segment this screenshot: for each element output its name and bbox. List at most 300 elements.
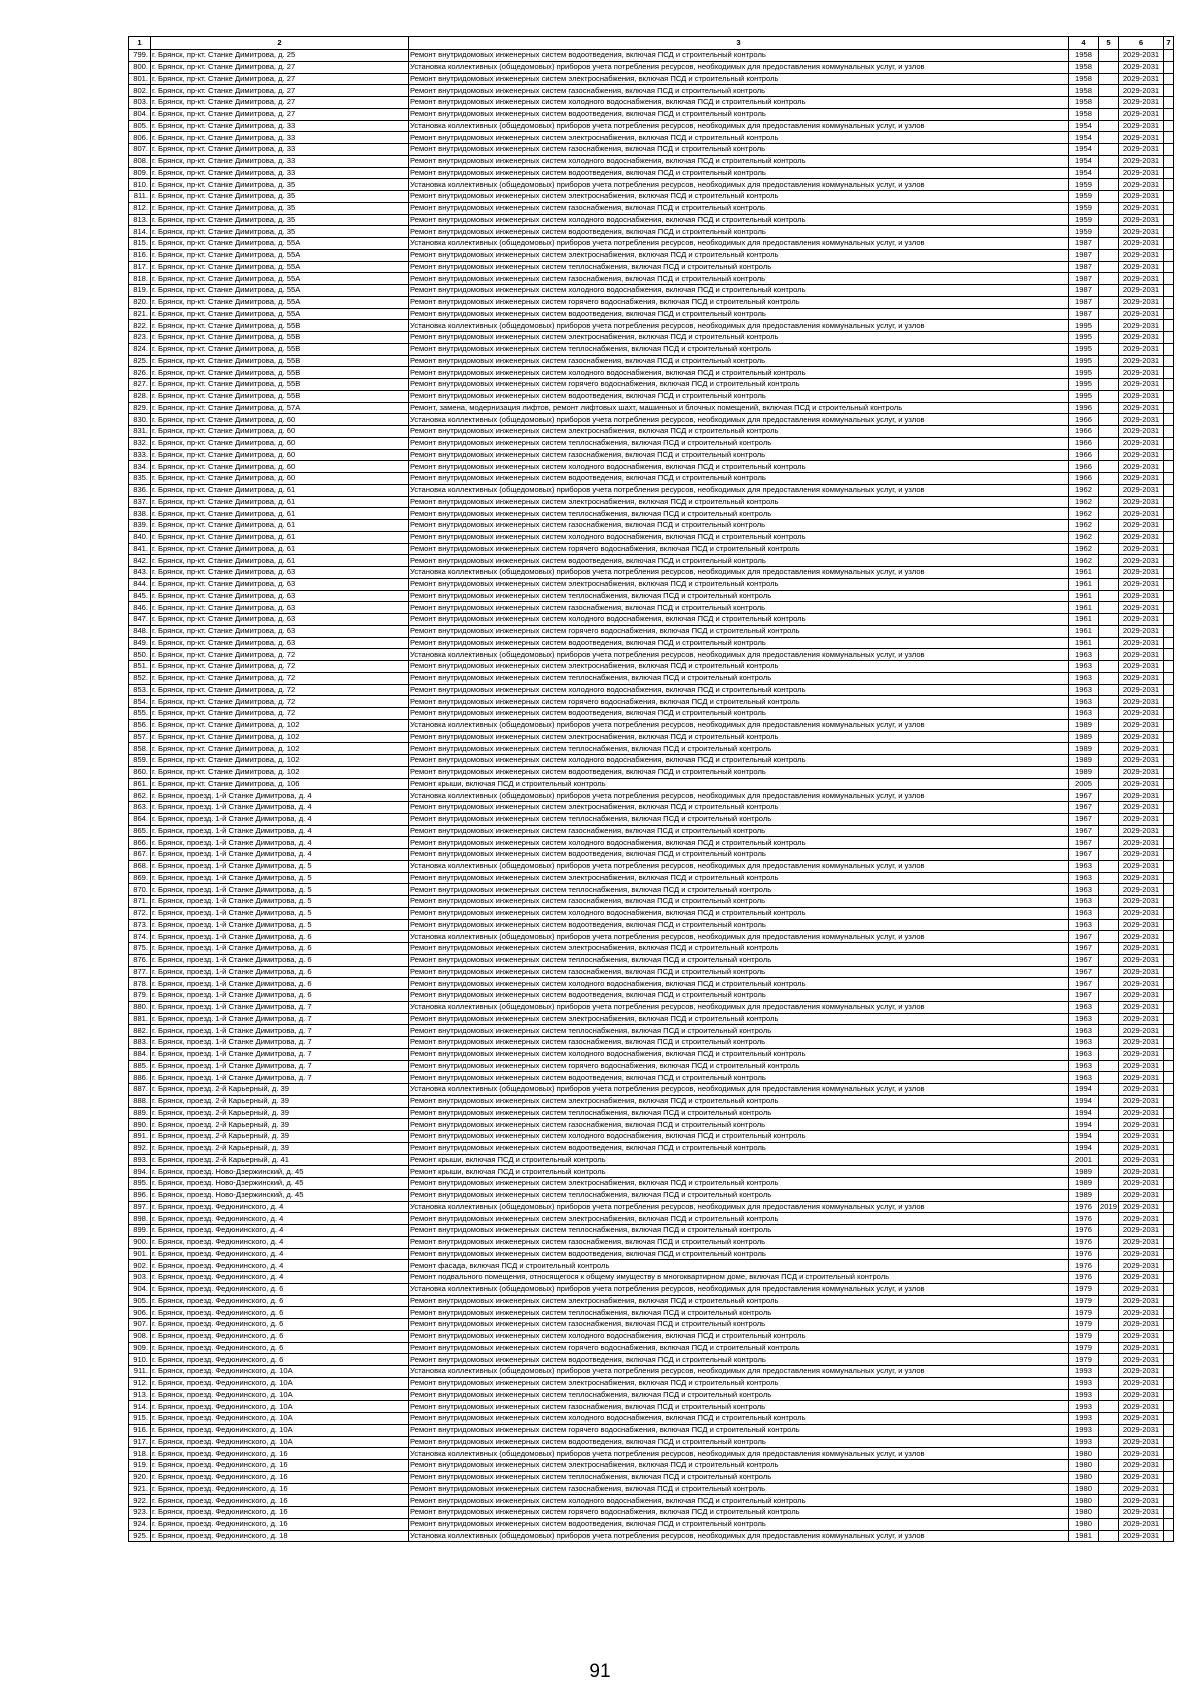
table-row xyxy=(129,390,1174,402)
address-cell: г. Брянск, проезд. 1-й Станке Димитрова, д. 7 xyxy=(151,1001,409,1013)
last-repair-year-cell xyxy=(1099,672,1119,684)
note-cell xyxy=(1164,1001,1174,1013)
note-cell xyxy=(1164,790,1174,802)
table-row xyxy=(129,637,1174,649)
work-type-cell: Ремонт внутридомовых инженерных систем холодного водоснабжения, включая ПСД и строительный контроль xyxy=(409,1048,1069,1060)
row-number-cell: 910. xyxy=(129,1354,151,1366)
work-type-cell: Ремонт внутридомовых инженерных систем холодного водоснабжения, включая ПСД и строительный контроль xyxy=(409,907,1069,919)
address-cell: г. Брянск, пр-кт. Станке Димитрова, д. 55А xyxy=(151,308,409,320)
planned-period-cell: 2029-2031 xyxy=(1119,1354,1164,1366)
work-type-cell: Ремонт внутридомовых инженерных систем теплоснабжения, включая ПСД и строительный контроль xyxy=(409,1025,1069,1037)
note-cell xyxy=(1164,590,1174,602)
row-number-cell: 826. xyxy=(129,367,151,379)
planned-period-cell: 2029-2031 xyxy=(1119,614,1164,626)
address-cell: г. Брянск, пр-кт. Станке Димитрова, д. 57А xyxy=(151,402,409,414)
work-type-cell: Установка коллективных (общедомовых) приборов учета потребления ресурсов, необходимых для предоставления коммунальных услуг, и узлов xyxy=(409,1001,1069,1013)
work-type-cell: Ремонт крыши, включая ПСД и строительный контроль xyxy=(409,1166,1069,1178)
address-cell: г. Брянск, пр-кт. Станке Димитрова, д. 102 xyxy=(151,743,409,755)
planned-period-cell: 2029-2031 xyxy=(1119,578,1164,590)
work-type-cell: Ремонт фасада, включая ПСД и строительный контроль xyxy=(409,1260,1069,1272)
build-year-cell: 1961 xyxy=(1069,567,1099,579)
work-type-cell: Установка коллективных (общедомовых) приборов учета потребления ресурсов, необходимых для предоставления коммунальных услуг, и узлов xyxy=(409,61,1069,73)
work-type-cell: Ремонт внутридомовых инженерных систем газоснабжения, включая ПСД и строительный контроль xyxy=(409,1037,1069,1049)
last-repair-year-cell xyxy=(1099,813,1119,825)
note-cell xyxy=(1164,437,1174,449)
note-cell xyxy=(1164,1107,1174,1119)
table-row xyxy=(129,261,1174,273)
address-cell: г. Брянск, пр-кт. Станке Димитрова, д. 72 xyxy=(151,661,409,673)
note-cell xyxy=(1164,954,1174,966)
work-type-cell: Установка коллективных (общедомовых) приборов учета потребления ресурсов, необходимых для предоставления коммунальных услуг, и узлов xyxy=(409,1448,1069,1460)
work-type-cell: Установка коллективных (общедомовых) приборов учета потребления ресурсов, необходимых для предоставления коммунальных услуг, и узлов xyxy=(409,1283,1069,1295)
row-number-cell: 822. xyxy=(129,320,151,332)
build-year-cell: 1976 xyxy=(1069,1213,1099,1225)
row-number-cell: 799. xyxy=(129,50,151,62)
last-repair-year-cell xyxy=(1099,1025,1119,1037)
table-row xyxy=(129,437,1174,449)
note-cell xyxy=(1164,1448,1174,1460)
note-cell xyxy=(1164,1518,1174,1530)
work-type-cell: Ремонт внутридомовых инженерных систем горячего водоснабжения, включая ПСД и строительный контроль xyxy=(409,696,1069,708)
planned-period-cell: 2029-2031 xyxy=(1119,249,1164,261)
last-repair-year-cell xyxy=(1099,719,1119,731)
build-year-cell: 1961 xyxy=(1069,614,1099,626)
build-year-cell: 1980 xyxy=(1069,1483,1099,1495)
last-repair-year-cell xyxy=(1099,508,1119,520)
last-repair-year-cell xyxy=(1099,73,1119,85)
row-number-cell: 838. xyxy=(129,508,151,520)
row-number-cell: 880. xyxy=(129,1001,151,1013)
work-type-cell: Ремонт внутридомовых инженерных систем холодного водоснабжения, включая ПСД и строительный контроль xyxy=(409,97,1069,109)
table-row xyxy=(129,1236,1174,1248)
last-repair-year-cell xyxy=(1099,907,1119,919)
note-cell xyxy=(1164,461,1174,473)
row-number-cell: 803. xyxy=(129,97,151,109)
build-year-cell: 1979 xyxy=(1069,1354,1099,1366)
last-repair-year-cell xyxy=(1099,249,1119,261)
note-cell xyxy=(1164,285,1174,297)
work-type-cell: Ремонт внутридомовых инженерных систем электроснабжения, включая ПСД и строительный контроль xyxy=(409,1178,1069,1190)
address-cell: г. Брянск, проезд. 1-й Станке Димитрова, д. 5 xyxy=(151,896,409,908)
note-cell xyxy=(1164,379,1174,391)
last-repair-year-cell xyxy=(1099,1495,1119,1507)
table-row xyxy=(129,567,1174,579)
address-cell: г. Брянск, пр-кт. Станке Димитрова, д. 27 xyxy=(151,61,409,73)
work-type-cell: Установка коллективных (общедомовых) приборов учета потребления ресурсов, необходимых для предоставления коммунальных услуг, и узлов xyxy=(409,320,1069,332)
work-type-cell: Ремонт внутридомовых инженерных систем теплоснабжения, включая ПСД и строительный контроль xyxy=(409,508,1069,520)
address-cell: г. Брянск, проезд. Федюнинского, д. 10А xyxy=(151,1401,409,1413)
planned-period-cell: 2029-2031 xyxy=(1119,414,1164,426)
planned-period-cell: 2029-2031 xyxy=(1119,437,1164,449)
row-number-cell: 827. xyxy=(129,379,151,391)
last-repair-year-cell xyxy=(1099,1283,1119,1295)
build-year-cell: 1994 xyxy=(1069,1084,1099,1096)
note-cell xyxy=(1164,1189,1174,1201)
table-row xyxy=(129,1072,1174,1084)
address-cell: г. Брянск, пр-кт. Станке Димитрова, д. 27 xyxy=(151,97,409,109)
last-repair-year-cell xyxy=(1099,426,1119,438)
last-repair-year-cell xyxy=(1099,954,1119,966)
last-repair-year-cell xyxy=(1099,1178,1119,1190)
last-repair-year-cell xyxy=(1099,872,1119,884)
last-repair-year-cell xyxy=(1099,1131,1119,1143)
row-number-cell: 878. xyxy=(129,978,151,990)
planned-period-cell: 2029-2031 xyxy=(1119,1518,1164,1530)
build-year-cell: 1989 xyxy=(1069,743,1099,755)
build-year-cell: 1958 xyxy=(1069,108,1099,120)
note-cell xyxy=(1164,414,1174,426)
work-type-cell: Ремонт внутридомовых инженерных систем горячего водоснабжения, включая ПСД и строительный контроль xyxy=(409,296,1069,308)
address-cell: г. Брянск, пр-кт. Станке Димитрова, д. 60 xyxy=(151,414,409,426)
row-number-cell: 808. xyxy=(129,155,151,167)
last-repair-year-cell xyxy=(1099,1424,1119,1436)
row-number-cell: 810. xyxy=(129,179,151,191)
table-row xyxy=(129,825,1174,837)
last-repair-year-cell xyxy=(1099,484,1119,496)
planned-period-cell: 2029-2031 xyxy=(1119,1330,1164,1342)
work-type-cell: Установка коллективных (общедомовых) приборов учета потребления ресурсов, необходимых для предоставления коммунальных услуг, и узлов xyxy=(409,567,1069,579)
planned-period-cell: 2029-2031 xyxy=(1119,61,1164,73)
work-type-cell: Ремонт внутридомовых инженерных систем теплоснабжения, включая ПСД и строительный контроль xyxy=(409,1389,1069,1401)
row-number-cell: 811. xyxy=(129,191,151,203)
header-col-7: 7 xyxy=(1164,37,1174,50)
work-type-cell: Установка коллективных (общедомовых) приборов учета потребления ресурсов, необходимых для предоставления коммунальных услуг, и узлов xyxy=(409,414,1069,426)
build-year-cell: 1967 xyxy=(1069,790,1099,802)
planned-period-cell: 2029-2031 xyxy=(1119,1283,1164,1295)
last-repair-year-cell xyxy=(1099,1460,1119,1472)
planned-period-cell: 2029-2031 xyxy=(1119,426,1164,438)
row-number-cell: 895. xyxy=(129,1178,151,1190)
note-cell xyxy=(1164,108,1174,120)
work-type-cell: Ремонт подвального помещения, относящегося к общему имуществу в многоквартирном доме, включая ПСД и строительный контроль xyxy=(409,1272,1069,1284)
build-year-cell: 1995 xyxy=(1069,390,1099,402)
last-repair-year-cell xyxy=(1099,1213,1119,1225)
build-year-cell: 1963 xyxy=(1069,1060,1099,1072)
planned-period-cell: 2029-2031 xyxy=(1119,813,1164,825)
row-number-cell: 920. xyxy=(129,1471,151,1483)
last-repair-year-cell xyxy=(1099,1518,1119,1530)
address-cell: г. Брянск, пр-кт. Станке Димитрова, д. 35 xyxy=(151,179,409,191)
table-row xyxy=(129,1248,1174,1260)
note-cell xyxy=(1164,1201,1174,1213)
last-repair-year-cell xyxy=(1099,1354,1119,1366)
last-repair-year-cell xyxy=(1099,202,1119,214)
address-cell: г. Брянск, проезд. 1-й Станке Димитрова, д. 6 xyxy=(151,931,409,943)
note-cell xyxy=(1164,249,1174,261)
table-row xyxy=(129,1342,1174,1354)
note-cell xyxy=(1164,1342,1174,1354)
table-row xyxy=(129,85,1174,97)
address-cell: г. Брянск, пр-кт. Станке Димитрова, д. 35 xyxy=(151,191,409,203)
last-repair-year-cell xyxy=(1099,1272,1119,1284)
address-cell: г. Брянск, пр-кт. Станке Димитрова, д. 33 xyxy=(151,167,409,179)
table-row xyxy=(129,1189,1174,1201)
address-cell: г. Брянск, пр-кт. Станке Димитрова, д. 55А xyxy=(151,273,409,285)
build-year-cell: 1995 xyxy=(1069,343,1099,355)
row-number-cell: 825. xyxy=(129,355,151,367)
table-row xyxy=(129,1354,1174,1366)
planned-period-cell: 2029-2031 xyxy=(1119,543,1164,555)
build-year-cell: 1966 xyxy=(1069,426,1099,438)
last-repair-year-cell xyxy=(1099,896,1119,908)
address-cell: г. Брянск, пр-кт. Станке Димитрова, д. 102 xyxy=(151,755,409,767)
work-type-cell: Ремонт внутридомовых инженерных систем электроснабжения, включая ПСД и строительный контроль xyxy=(409,943,1069,955)
row-number-cell: 897. xyxy=(129,1201,151,1213)
planned-period-cell: 2029-2031 xyxy=(1119,1471,1164,1483)
table-row xyxy=(129,661,1174,673)
work-type-cell: Ремонт крыши, включая ПСД и строительный контроль xyxy=(409,778,1069,790)
build-year-cell: 1989 xyxy=(1069,755,1099,767)
planned-period-cell: 2029-2031 xyxy=(1119,508,1164,520)
build-year-cell: 1987 xyxy=(1069,285,1099,297)
work-type-cell: Установка коллективных (общедомовых) приборов учета потребления ресурсов, необходимых для предоставления коммунальных услуг, и узлов xyxy=(409,484,1069,496)
work-type-cell: Ремонт крыши, включая ПСД и строительный контроль xyxy=(409,1154,1069,1166)
last-repair-year-cell xyxy=(1099,167,1119,179)
row-number-cell: 850. xyxy=(129,649,151,661)
build-year-cell: 1976 xyxy=(1069,1272,1099,1284)
row-number-cell: 916. xyxy=(129,1424,151,1436)
note-cell xyxy=(1164,1401,1174,1413)
build-year-cell: 1987 xyxy=(1069,308,1099,320)
row-number-cell: 804. xyxy=(129,108,151,120)
table-row xyxy=(129,872,1174,884)
work-type-cell: Ремонт внутридомовых инженерных систем газоснабжения, включая ПСД и строительный контроль xyxy=(409,602,1069,614)
last-repair-year-cell xyxy=(1099,343,1119,355)
work-type-cell: Ремонт внутридомовых инженерных систем водоотведения, включая ПСД и строительный контроль xyxy=(409,1518,1069,1530)
last-repair-year-cell xyxy=(1099,1236,1119,1248)
planned-period-cell: 2029-2031 xyxy=(1119,1037,1164,1049)
build-year-cell: 1994 xyxy=(1069,1107,1099,1119)
build-year-cell: 1963 xyxy=(1069,1072,1099,1084)
note-cell xyxy=(1164,1084,1174,1096)
note-cell xyxy=(1164,120,1174,132)
build-year-cell: 1976 xyxy=(1069,1236,1099,1248)
last-repair-year-cell xyxy=(1099,1366,1119,1378)
note-cell xyxy=(1164,1460,1174,1472)
work-type-cell: Ремонт внутридомовых инженерных систем теплоснабжения, включая ПСД и строительный контроль xyxy=(409,954,1069,966)
last-repair-year-cell xyxy=(1099,590,1119,602)
table-row xyxy=(129,684,1174,696)
row-number-cell: 830. xyxy=(129,414,151,426)
table-row xyxy=(129,343,1174,355)
table-row xyxy=(129,743,1174,755)
table-row xyxy=(129,990,1174,1002)
last-repair-year-cell xyxy=(1099,1037,1119,1049)
address-cell: г. Брянск, проезд. 1-й Станке Димитрова, д. 7 xyxy=(151,1048,409,1060)
address-cell: г. Брянск, проезд. Федюнинского, д. 16 xyxy=(151,1460,409,1472)
table-row xyxy=(129,1260,1174,1272)
table-row xyxy=(129,860,1174,872)
note-cell xyxy=(1164,202,1174,214)
table-row xyxy=(129,1471,1174,1483)
note-cell xyxy=(1164,367,1174,379)
build-year-cell: 1966 xyxy=(1069,461,1099,473)
planned-period-cell: 2029-2031 xyxy=(1119,1189,1164,1201)
work-type-cell: Установка коллективных (общедомовых) приборов учета потребления ресурсов, необходимых для предоставления коммунальных услуг, и узлов xyxy=(409,238,1069,250)
table-row xyxy=(129,1213,1174,1225)
planned-period-cell: 2029-2031 xyxy=(1119,990,1164,1002)
row-number-cell: 813. xyxy=(129,214,151,226)
planned-period-cell: 2029-2031 xyxy=(1119,672,1164,684)
planned-period-cell: 2029-2031 xyxy=(1119,343,1164,355)
table-row xyxy=(129,1436,1174,1448)
work-type-cell: Ремонт внутридомовых инженерных систем электроснабжения, включая ПСД и строительный контроль xyxy=(409,426,1069,438)
address-cell: г. Брянск, проезд. 1-й Станке Димитрова, д. 5 xyxy=(151,907,409,919)
last-repair-year-cell xyxy=(1099,155,1119,167)
table-row xyxy=(129,402,1174,414)
row-number-cell: 824. xyxy=(129,343,151,355)
address-cell: г. Брянск, проезд. Федюнинского, д. 6 xyxy=(151,1330,409,1342)
note-cell xyxy=(1164,1377,1174,1389)
build-year-cell: 1966 xyxy=(1069,437,1099,449)
build-year-cell: 1961 xyxy=(1069,590,1099,602)
note-cell xyxy=(1164,1178,1174,1190)
table-row xyxy=(129,1401,1174,1413)
work-type-cell: Ремонт внутридомовых инженерных систем горячего водоснабжения, включая ПСД и строительный контроль xyxy=(409,1060,1069,1072)
planned-period-cell: 2029-2031 xyxy=(1119,355,1164,367)
build-year-cell: 1954 xyxy=(1069,120,1099,132)
table-row xyxy=(129,226,1174,238)
address-cell: г. Брянск, пр-кт. Станке Димитрова, д. 60 xyxy=(151,461,409,473)
row-number-cell: 851. xyxy=(129,661,151,673)
table-row xyxy=(129,590,1174,602)
table-row xyxy=(129,896,1174,908)
build-year-cell: 1961 xyxy=(1069,637,1099,649)
planned-period-cell: 2029-2031 xyxy=(1119,108,1164,120)
row-number-cell: 876. xyxy=(129,954,151,966)
table-row xyxy=(129,672,1174,684)
last-repair-year-cell xyxy=(1099,1260,1119,1272)
row-number-cell: 881. xyxy=(129,1013,151,1025)
note-cell xyxy=(1164,637,1174,649)
work-type-cell: Установка коллективных (общедомовых) приборов учета потребления ресурсов, необходимых для предоставления коммунальных услуг, и узлов xyxy=(409,1201,1069,1213)
row-number-cell: 837. xyxy=(129,496,151,508)
note-cell xyxy=(1164,144,1174,156)
row-number-cell: 867. xyxy=(129,849,151,861)
planned-period-cell: 2029-2031 xyxy=(1119,73,1164,85)
work-type-cell: Ремонт внутридомовых инженерных систем электроснабжения, включая ПСД и строительный контроль xyxy=(409,332,1069,344)
note-cell xyxy=(1164,1048,1174,1060)
build-year-cell: 1959 xyxy=(1069,202,1099,214)
work-type-cell: Установка коллективных (общедомовых) приборов учета потребления ресурсов, необходимых для предоставления коммунальных услуг, и узлов xyxy=(409,860,1069,872)
address-cell: г. Брянск, проезд. 2-й Карьерный, д. 39 xyxy=(151,1119,409,1131)
address-cell: г. Брянск, пр-кт. Станке Димитрова, д. 63 xyxy=(151,602,409,614)
planned-period-cell: 2029-2031 xyxy=(1119,85,1164,97)
table-row xyxy=(129,1295,1174,1307)
planned-period-cell: 2029-2031 xyxy=(1119,1001,1164,1013)
planned-period-cell: 2029-2031 xyxy=(1119,602,1164,614)
note-cell xyxy=(1164,261,1174,273)
note-cell xyxy=(1164,602,1174,614)
build-year-cell: 1963 xyxy=(1069,884,1099,896)
work-type-cell: Ремонт внутридомовых инженерных систем водоотведения, включая ПСД и строительный контроль xyxy=(409,1072,1069,1084)
work-type-cell: Ремонт внутридомовых инженерных систем теплоснабжения, включая ПСД и строительный контроль xyxy=(409,884,1069,896)
last-repair-year-cell xyxy=(1099,837,1119,849)
table-row xyxy=(129,1178,1174,1190)
note-cell xyxy=(1164,649,1174,661)
table-row xyxy=(129,461,1174,473)
build-year-cell: 1963 xyxy=(1069,860,1099,872)
planned-period-cell: 2029-2031 xyxy=(1119,896,1164,908)
planned-period-cell: 2029-2031 xyxy=(1119,590,1164,602)
row-number-cell: 818. xyxy=(129,273,151,285)
address-cell: г. Брянск, проезд. Федюнинского, д. 10А xyxy=(151,1377,409,1389)
row-number-cell: 858. xyxy=(129,743,151,755)
table-row xyxy=(129,555,1174,567)
row-number-cell: 892. xyxy=(129,1142,151,1154)
planned-period-cell: 2029-2031 xyxy=(1119,825,1164,837)
table-row xyxy=(129,1518,1174,1530)
table-row xyxy=(129,1319,1174,1331)
build-year-cell: 1967 xyxy=(1069,966,1099,978)
build-year-cell: 1962 xyxy=(1069,496,1099,508)
build-year-cell: 1962 xyxy=(1069,520,1099,532)
table-row xyxy=(129,602,1174,614)
planned-period-cell: 2029-2031 xyxy=(1119,860,1164,872)
table-row xyxy=(129,1272,1174,1284)
planned-period-cell: 2029-2031 xyxy=(1119,907,1164,919)
last-repair-year-cell xyxy=(1099,1342,1119,1354)
address-cell: г. Брянск, проезд. 1-й Станке Димитрова, д. 4 xyxy=(151,813,409,825)
row-number-cell: 893. xyxy=(129,1154,151,1166)
last-repair-year-cell xyxy=(1099,978,1119,990)
table-row xyxy=(129,367,1174,379)
last-repair-year-cell xyxy=(1099,332,1119,344)
address-cell: г. Брянск, проезд. Федюнинского, д. 4 xyxy=(151,1248,409,1260)
table-row xyxy=(129,1495,1174,1507)
work-type-cell: Ремонт внутридомовых инженерных систем газоснабжения, включая ПСД и строительный контроль xyxy=(409,1401,1069,1413)
row-number-cell: 864. xyxy=(129,813,151,825)
table-row xyxy=(129,238,1174,250)
table-row xyxy=(129,1001,1174,1013)
last-repair-year-cell xyxy=(1099,108,1119,120)
build-year-cell: 1959 xyxy=(1069,191,1099,203)
row-number-cell: 807. xyxy=(129,144,151,156)
table-row xyxy=(129,907,1174,919)
work-type-cell: Ремонт внутридомовых инженерных систем теплоснабжения, включая ПСД и строительный контроль xyxy=(409,743,1069,755)
last-repair-year-cell xyxy=(1099,238,1119,250)
planned-period-cell: 2029-2031 xyxy=(1119,473,1164,485)
row-number-cell: 869. xyxy=(129,872,151,884)
row-number-cell: 855. xyxy=(129,708,151,720)
build-year-cell: 1967 xyxy=(1069,943,1099,955)
build-year-cell: 1980 xyxy=(1069,1471,1099,1483)
row-number-cell: 911. xyxy=(129,1366,151,1378)
note-cell xyxy=(1164,520,1174,532)
planned-period-cell: 2029-2031 xyxy=(1119,1413,1164,1425)
address-cell: г. Брянск, пр-кт. Станке Димитрова, д. 35 xyxy=(151,202,409,214)
row-number-cell: 877. xyxy=(129,966,151,978)
note-cell xyxy=(1164,473,1174,485)
address-cell: г. Брянск, пр-кт. Станке Димитрова, д. 55А xyxy=(151,285,409,297)
note-cell xyxy=(1164,743,1174,755)
address-cell: г. Брянск, проезд. Федюнинского, д. 16 xyxy=(151,1507,409,1519)
build-year-cell: 1994 xyxy=(1069,1142,1099,1154)
work-type-cell: Ремонт внутридомовых инженерных систем газоснабжения, включая ПСД и строительный контроль xyxy=(409,966,1069,978)
note-cell xyxy=(1164,355,1174,367)
last-repair-year-cell xyxy=(1099,1189,1119,1201)
row-number-cell: 915. xyxy=(129,1413,151,1425)
planned-period-cell: 2029-2031 xyxy=(1119,1319,1164,1331)
row-number-cell: 885. xyxy=(129,1060,151,1072)
address-cell: г. Брянск, проезд. Федюнинского, д. 6 xyxy=(151,1307,409,1319)
planned-period-cell: 2029-2031 xyxy=(1119,755,1164,767)
row-number-cell: 898. xyxy=(129,1213,151,1225)
work-type-cell: Ремонт внутридомовых инженерных систем электроснабжения, включая ПСД и строительный контроль xyxy=(409,1377,1069,1389)
note-cell xyxy=(1164,567,1174,579)
note-cell xyxy=(1164,1072,1174,1084)
planned-period-cell: 2029-2031 xyxy=(1119,1048,1164,1060)
